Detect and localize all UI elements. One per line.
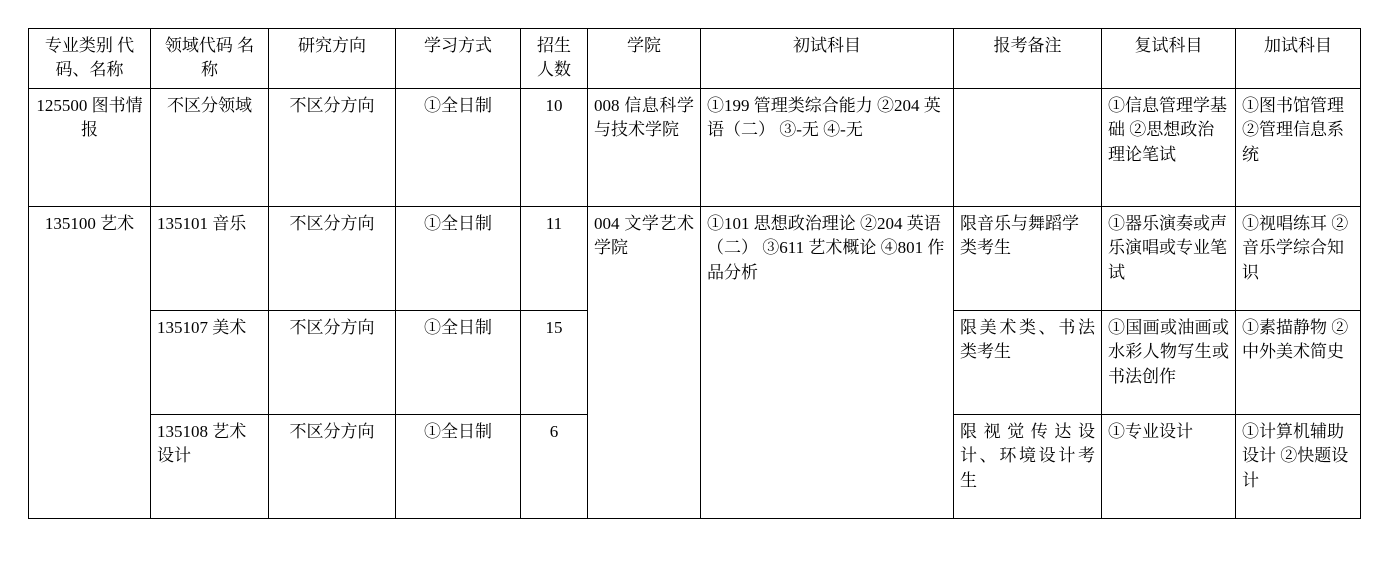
- cell-application-remark: 限音乐与舞蹈学类考生: [954, 207, 1102, 311]
- column-header-field-code-name: 领域代码 名称: [151, 29, 269, 89]
- cell-college: 008 信息科学与技术学院: [588, 89, 701, 207]
- cell-extra-exam-subjects: ①计算机辅助设计 ②快题设计: [1236, 415, 1361, 519]
- cell-college: 004 文学艺术学院: [588, 207, 701, 519]
- table-row: [29, 89, 1361, 207]
- cell-enrollment-count: 6: [521, 415, 588, 519]
- cell-field-code-name: 不区分领域: [151, 89, 269, 207]
- column-header-major-code-name: 专业类别 代码、名称: [29, 29, 151, 89]
- column-header-application-remark: 报考备注: [954, 29, 1102, 89]
- cell-application-remark: 限美术类、书法类考生: [954, 311, 1102, 415]
- cell-enrollment-count: 15: [521, 311, 588, 415]
- cell-second-exam-subjects: ①专业设计: [1102, 415, 1236, 519]
- table-header-row: [29, 29, 1361, 89]
- column-header-extra-exam-subjects: 加试科目: [1236, 29, 1361, 89]
- table-body: [29, 89, 1361, 519]
- cell-research-direction: 不区分方向: [269, 89, 396, 207]
- cell-study-mode: ①全日制: [396, 311, 521, 415]
- cell-research-direction: 不区分方向: [269, 311, 396, 415]
- cell-extra-exam-subjects: ①视唱练耳 ②音乐学综合知识: [1236, 207, 1361, 311]
- cell-enrollment-count: 10: [521, 89, 588, 207]
- cell-study-mode: ①全日制: [396, 207, 521, 311]
- column-header-study-mode: 学习方式: [396, 29, 521, 89]
- cell-study-mode: ①全日制: [396, 89, 521, 207]
- cell-second-exam-subjects: ①国画或油画或水彩人物写生或书法创作: [1102, 311, 1236, 415]
- cell-study-mode: ①全日制: [396, 415, 521, 519]
- column-header-second-exam-subjects: 复试科目: [1102, 29, 1236, 89]
- column-header-enrollment-count: 招生 人数: [521, 29, 588, 89]
- cell-enrollment-count: 11: [521, 207, 588, 311]
- cell-extra-exam-subjects: ①素描静物 ②中外美术简史: [1236, 311, 1361, 415]
- cell-field-code-name: 135108 艺术设计: [151, 415, 269, 519]
- cell-second-exam-subjects: ①信息管理学基础 ②思想政治理论笔试: [1102, 89, 1236, 207]
- column-header-research-direction: 研究方向: [269, 29, 396, 89]
- column-header-college: 学院: [588, 29, 701, 89]
- cell-second-exam-subjects: ①器乐演奏或声乐演唱或专业笔试: [1102, 207, 1236, 311]
- table-header: [29, 29, 1361, 89]
- cell-first-exam-subjects: ①199 管理类综合能力 ②204 英语（二） ③-无 ④-无: [701, 89, 954, 207]
- cell-major-code-name: 125500 图书情报: [29, 89, 151, 207]
- cell-first-exam-subjects: ①101 思想政治理论 ②204 英语（二） ③611 艺术概论 ④801 作品分析: [701, 207, 954, 519]
- cell-field-code-name: 135101 音乐: [151, 207, 269, 311]
- cell-extra-exam-subjects: ①图书馆管理 ②管理信息系统: [1236, 89, 1361, 207]
- cell-field-code-name: 135107 美术: [151, 311, 269, 415]
- cell-application-remark: [954, 89, 1102, 207]
- cell-research-direction: 不区分方向: [269, 207, 396, 311]
- cell-major-code-name: 135100 艺术: [29, 207, 151, 519]
- column-header-first-exam-subjects: 初试科目: [701, 29, 954, 89]
- cell-research-direction: 不区分方向: [269, 415, 396, 519]
- table-row: [29, 207, 1361, 311]
- cell-application-remark: 限视觉传达设计、环境设计考生: [954, 415, 1102, 519]
- admissions-table: [28, 28, 1361, 519]
